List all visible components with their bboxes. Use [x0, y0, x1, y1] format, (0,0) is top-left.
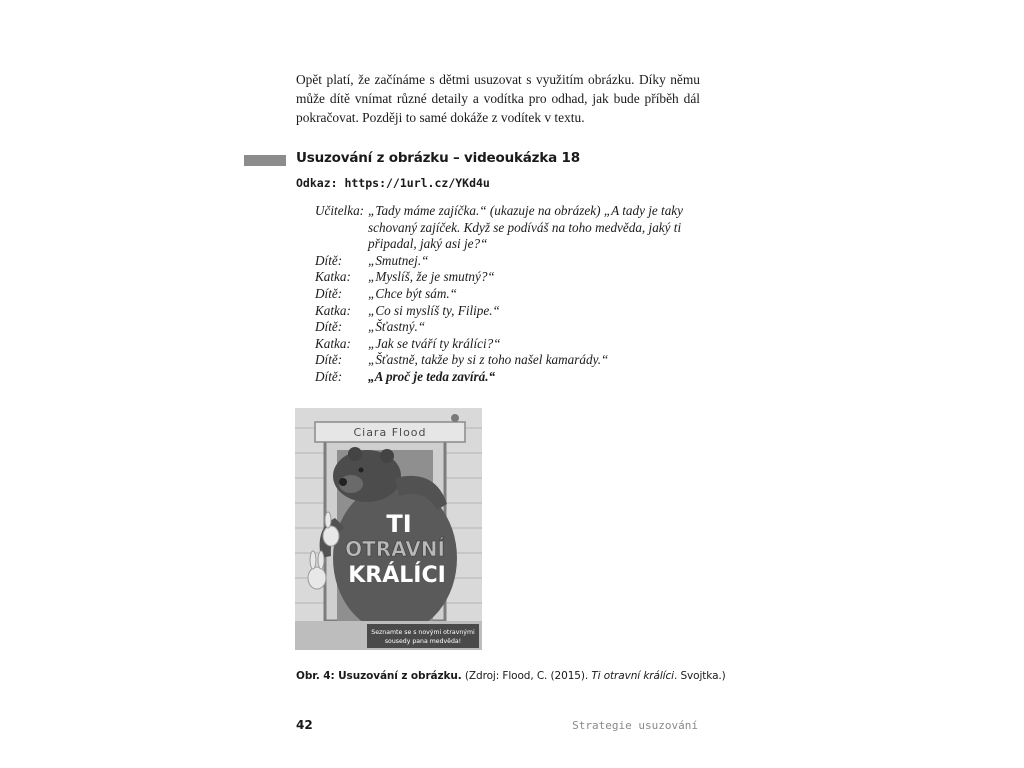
dialogue-speaker: Dítě:	[315, 352, 343, 368]
dialogue-speaker: Katka:	[315, 302, 351, 318]
dialogue-text: „Šťastný.“	[368, 319, 426, 335]
dialogue-speaker: Dítě:	[315, 285, 343, 301]
cover-title-line1: TI	[386, 510, 412, 538]
dialogue-text: „Co si myslíš ty, Filipe.“	[368, 302, 500, 318]
dialogue-speaker: Dítě:	[315, 368, 343, 384]
dialogue-line	[315, 269, 705, 286]
section-marker-bar	[244, 155, 286, 166]
cover-title-line2: OTRAVNÍ	[345, 537, 445, 561]
dialogue-transcript	[315, 203, 705, 386]
cover-author: Ciara Flood	[353, 426, 427, 439]
dialogue-line	[315, 319, 705, 336]
cover-tagline-line2: sousedy pana medvěda!	[384, 638, 462, 645]
section-title: Usuzování z obrázku – videoukázka 18	[296, 150, 580, 166]
caption-source-suffix: . Svojtka.)	[673, 670, 726, 682]
dialogue-speaker: Učitelka:	[315, 203, 365, 218]
dialogue-line	[315, 369, 705, 386]
dialogue-speaker: Katka:	[315, 335, 351, 351]
video-link[interactable]: Odkaz: https://1url.cz/YKd4u	[296, 176, 490, 190]
dialogue-line	[315, 286, 705, 303]
dialogue-text: „Jak se tváří ty králíci?“	[368, 335, 501, 351]
dialogue-speaker: Katka:	[315, 269, 351, 285]
intro-paragraph: Opět platí, že začínáme s dětmi usuzovat s využitím obrázku. Díky němu může dítě vnímat různé detaily a vodítka pro odhad, jak bude příběh dál pokračovat. Později to samé dokáže z vodítek v textu.	[296, 72, 700, 125]
dialogue-line	[315, 203, 705, 253]
caption-source-prefix: (Zdroj: Flood, C. (2015).	[461, 670, 592, 682]
dialogue-line	[315, 352, 705, 369]
dialogue-text: „Chce být sám.“	[368, 285, 458, 301]
running-head: Strategie usuzování	[572, 719, 698, 732]
dialogue-text: „Smutnej.“	[368, 252, 429, 268]
dialogue-text: „Tady máme zajíčka.“ (ukazuje na obrázek) „A tady je taky schovaný zajíček. Když se podíváš na toho medvěda, jaký ti připadal, jaký asi je?“	[368, 203, 683, 252]
figure-caption	[296, 670, 726, 682]
dialogue-speaker: Dítě:	[315, 319, 343, 335]
dialogue-text: „A proč je teda zavírá.“	[368, 368, 496, 384]
dialogue-text: „Šťastně, takže by si z toho našel kamarády.“	[368, 352, 609, 368]
book-cover-image	[295, 408, 482, 650]
dialogue-line	[315, 253, 705, 270]
caption-source-title: Ti otravní králíci	[591, 670, 674, 682]
cover-tagline-line1: Seznamte se s novými otravnými	[371, 629, 475, 636]
dialogue-line	[315, 336, 705, 353]
dialogue-line	[315, 303, 705, 320]
dialogue-text: „Myslíš, že je smutný?“	[368, 269, 495, 285]
cover-title-line3: KRÁLÍCI	[348, 563, 446, 588]
dialogue-speaker: Dítě:	[315, 252, 343, 268]
caption-label: Obr. 4: Usuzování z obrázku.	[296, 670, 462, 682]
page-number: 42	[296, 718, 313, 732]
